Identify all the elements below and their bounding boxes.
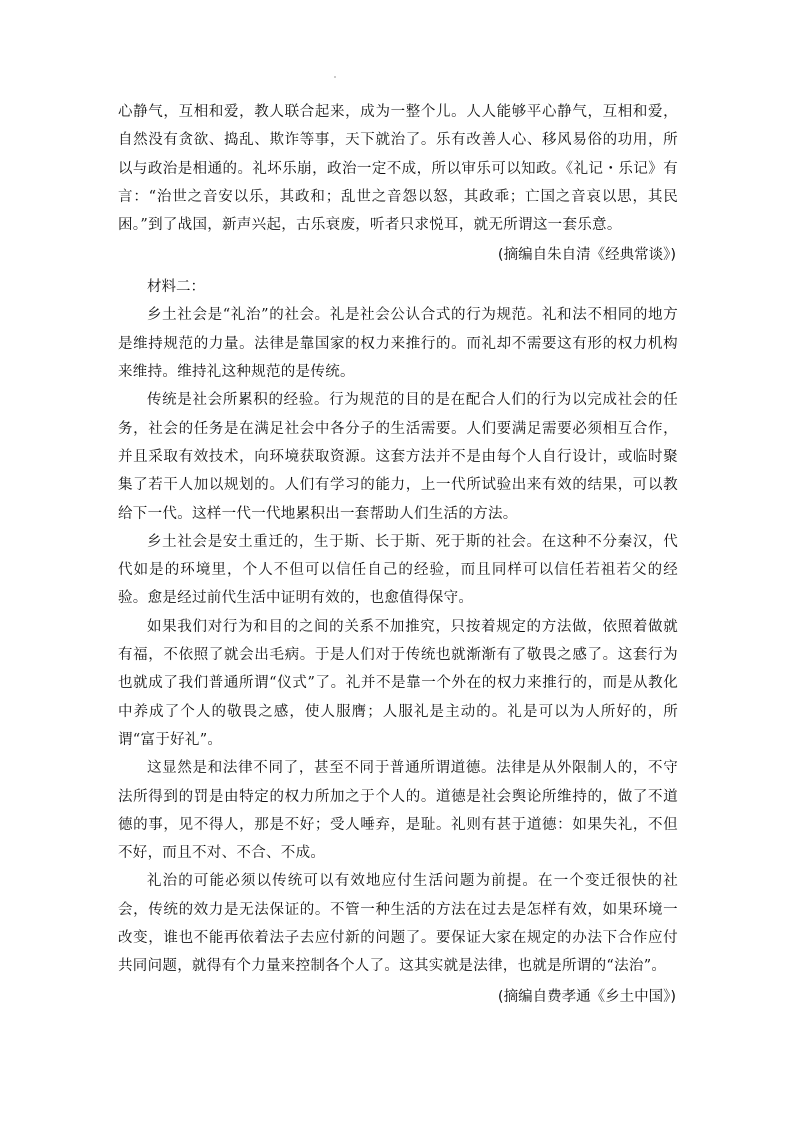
material-two-paragraph-5: 这显然是和法律不同了，甚至不同于普通所谓道德。法律是从外限制人的，不守法所得到的罚是由特定的权力所加之于个人的。道德是社会舆论所维持的，做了不道德的事，见不得人，那是不好；受人唾弃，是耻。礼则有甚于道德：如果失礼，不但不好，而且不对、不合、不成。 bbox=[118, 760, 678, 862]
material-two-source: (摘编自费孝通《乡土中国》) bbox=[497, 988, 676, 1005]
material-two-paragraph-4: 如果我们对行为和目的之间的关系不加推究，只按着规定的方法做，依照着做就有福，不依照了就会出毛病。于是人们对于传统也就渐渐有了敬畏之感了。这套行为也就成了我们普通所谓“仪式”了。礼并不是靠一个外在的权力来推行的，而是从教化中养成了个人的敬畏之感，使人服膺；人服礼是主动的。礼是可以为人所好的，所谓“富于好礼”。 bbox=[118, 618, 678, 748]
material-two-heading: 材料二： bbox=[147, 279, 205, 296]
material-two-paragraph-6: 礼治的可能必须以传统可以有效地应付生活问题为前提。在一个变迁很快的社会，传统的效力是无法保证的。不管一种生活的方法在过去是怎样有效，如果环境一改变，谁也不能再依着法子去应付新的问题了。要保证大家在规定的办法下合作应付共同问题，就得有个力量来控制各个人了。这其实就是法律，也就是所谓的“法治”。 bbox=[118, 873, 678, 975]
material-one-continuation: 心静气，互相和爱，教人联合起来，成为一整个儿。人人能够平心静气，互相和爱，自然没有贪欲、捣乱、欺诈等事，天下就治了。乐有改善人心、移风易俗的功用，所以与政治是相通的。礼坏乐崩，政治一定不成，所以审乐可以知政。《礼记・乐记》有言：“治世之音安以乐，其政和；乱世之音怨以怒，其政乖；亡国之音哀以思，其民困。”到了战国，新声兴起，古乐衰废，听者只求悦耳，就无所谓这一套乐意。 bbox=[118, 104, 678, 234]
scan-dot bbox=[334, 76, 336, 78]
document-body bbox=[118, 98, 678, 1011]
material-two-paragraph-1: 乡土社会是“礼治”的社会。礼是社会公认合式的行为规范。礼和法不相同的地方是维持规范的力量。法律是靠国家的权力来推行的。而礼却不需要这有形的权力机构来维持。维持礼这种规范的是传统。 bbox=[118, 307, 678, 381]
material-two-paragraph-3: 乡土社会是安土重迁的，生于斯、长于斯、死于斯的社会。在这种不分秦汉，代代如是的环境里，个人不但可以信任自己的经验，而且同样可以信任若祖若父的经验。愈是经过前代生活中证明有效的，也愈值得保守。 bbox=[118, 533, 678, 607]
material-one-source: (摘编自朱自清《经典常谈》) bbox=[497, 247, 676, 264]
material-two-paragraph-2: 传统是社会所累积的经验。行为规范的目的是在配合人们的行为以完成社会的任务，社会的任务是在满足社会中各分子的生活需要。人们要满足需要必须相互合作，并且采取有效技术，向环境获取资源。这套方法并不是由每个人自行设计，或临时聚集了若干人加以规划的。人们有学习的能力，上一代所试验出来有效的结果，可以教给下一代。这样一代一代地累积出一套帮助人们生活的方法。 bbox=[118, 392, 678, 522]
